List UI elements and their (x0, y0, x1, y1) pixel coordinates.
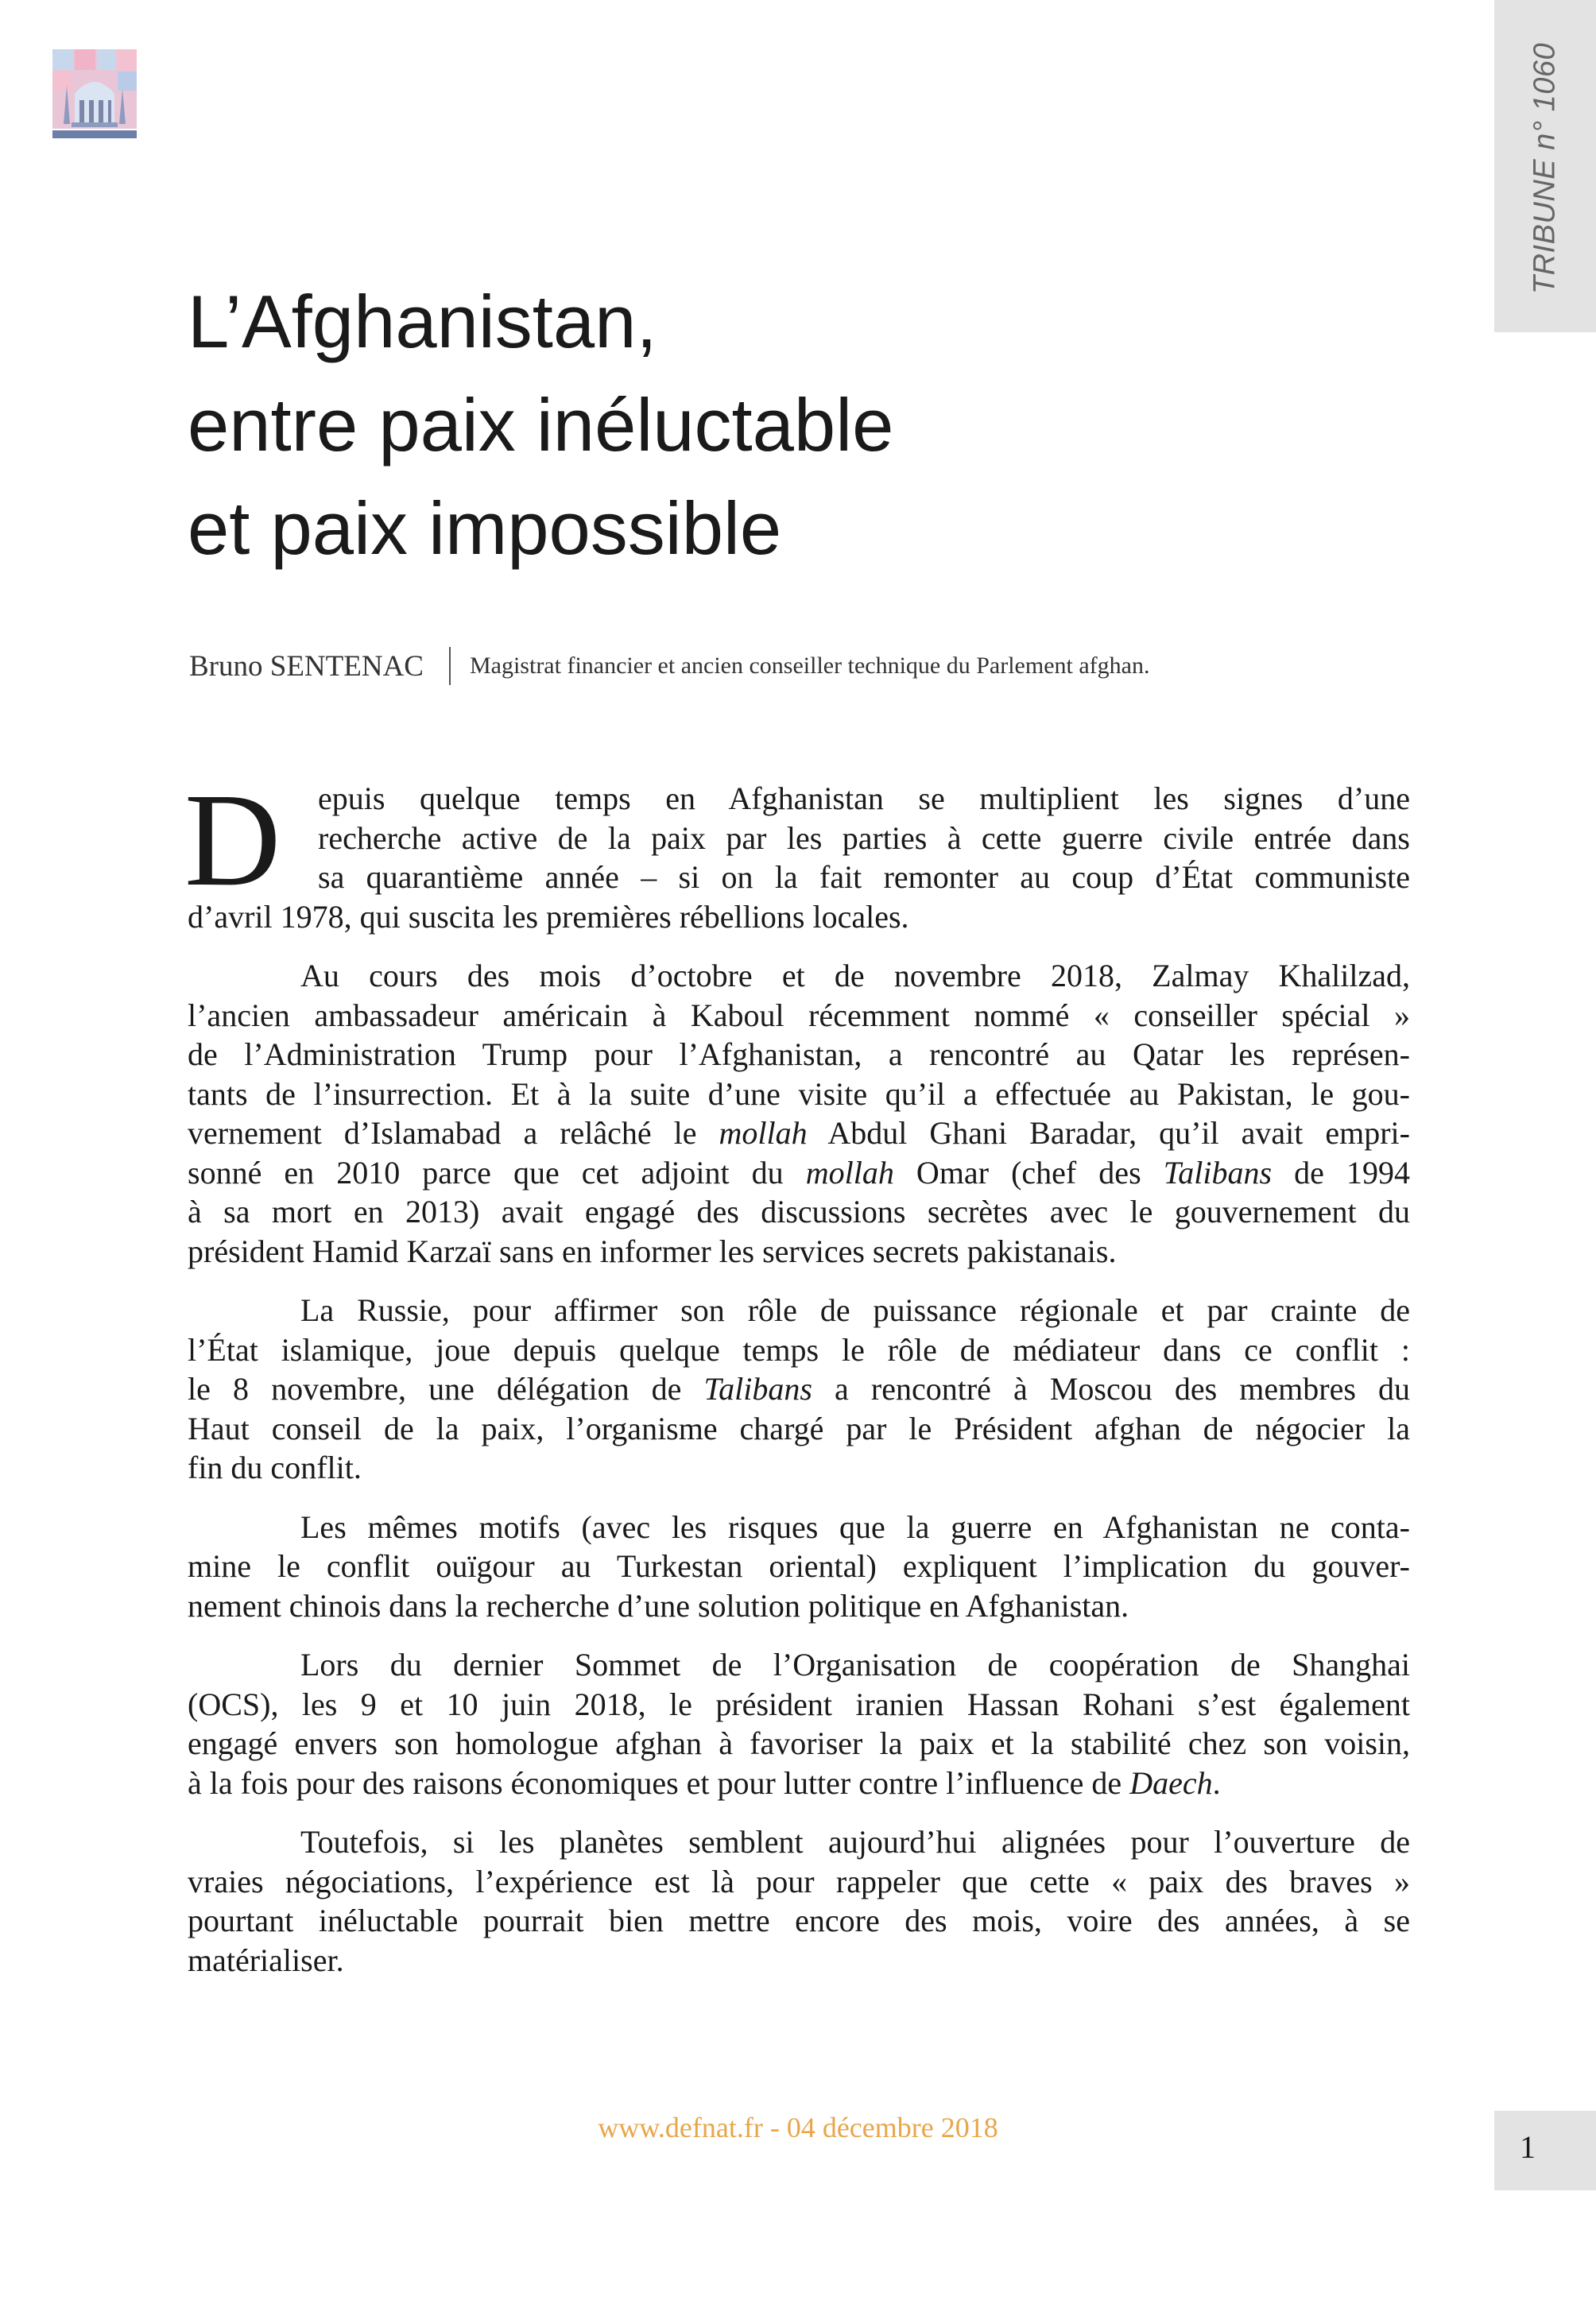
author-role: Magistrat financier et ancien conseiller technique du Parlement afghan. (469, 652, 1150, 679)
paragraph-line (188, 1113, 1410, 1153)
series-tab (1494, 0, 1596, 332)
paragraph-line: (OCS), les 9 et 10 juin 2018, le président iranien Hassan Rohani s’est également (188, 1686, 1410, 1722)
paragraph-line (188, 1153, 1410, 1193)
paragraph-line: à sa mort en 2013) avait engagé des discussions secrètes avec le gouvernement du (188, 1194, 1410, 1229)
paragraph-1 (184, 766, 1410, 936)
author-last-name: SENTENAC (269, 649, 424, 683)
paragraph-line: fin du conflit. (188, 1450, 362, 1485)
paragraph-line: Au cours des mois d’octobre et de novembre 2018, Zalmay Khalilzad, (300, 958, 1410, 993)
paragraph-line: président Hamid Karzaï sans en informer les services secrets pakistanais. (188, 1233, 1117, 1269)
line-segment: sonné en 2010 parce que cet adjoint du (188, 1154, 806, 1191)
paragraph-line: nement chinois dans la recherche d’une solution politique en Afghanistan. (188, 1587, 1129, 1624)
title-line: L’Afghanistan, (188, 280, 657, 363)
line-segment: Abdul Ghani Baradar, qu’il avait empri- (807, 1115, 1410, 1151)
title-line: et paix impossible (188, 486, 782, 570)
paragraph-line: Haut conseil de la paix, l’organisme chargé par le Président afghan de négocier la (188, 1410, 1410, 1446)
author-block (189, 642, 1149, 690)
line-segment-italic: Talibans (703, 1371, 812, 1407)
author-separator (449, 647, 451, 685)
line-segment: a rencontré à Moscou des membres du (812, 1371, 1410, 1407)
line-segment: vernement d’Islamabad a relâché le (188, 1115, 719, 1151)
line-segment-italic: mollah (805, 1154, 894, 1191)
line-segment: de 1994 (1272, 1154, 1410, 1191)
line-segment: . (1212, 1764, 1221, 1801)
line-segment-italic: mollah (719, 1115, 808, 1151)
article-body (184, 766, 1410, 2000)
paragraph-line: Toutefois, si les planètes semblent aujourd’hui alignées pour l’ouverture de (300, 1824, 1410, 1860)
drop-cap: D (184, 766, 281, 914)
paragraph-line: sa quarantième année – si on la fait remonter au coup d’État communiste (318, 859, 1410, 895)
line-segment: Omar (chef des (893, 1154, 1164, 1191)
paragraph-line: matérialiser. (188, 1942, 344, 1978)
paragraph-line: engagé envers son homologue afghan à favoriser la paix et la stabilité chez son voisin, (188, 1725, 1410, 1761)
paragraph-line: La Russie, pour affirmer son rôle de puissance régionale et par crainte de (300, 1292, 1410, 1328)
revue-logo-icon (48, 46, 141, 141)
paragraph-line: l’État islamique, joue depuis quelque temps le rôle de médiateur dans ce conflit : (188, 1331, 1410, 1368)
author-name (189, 649, 424, 683)
paragraph-line: pourtant inéluctable pourrait bien mettre encore des mois, voire des années, à se (188, 1903, 1410, 1938)
paragraph-5 (188, 1645, 1410, 1802)
page-number-tab (1494, 2111, 1596, 2190)
paragraph-2 (188, 956, 1410, 1271)
paragraph-3 (188, 1291, 1410, 1488)
line-segment: le 8 novembre, une délégation de (188, 1371, 704, 1407)
author-first-name: Bruno (189, 649, 263, 683)
title-line: entre paix inéluctable (188, 383, 894, 467)
line-segment-italic: Daech (1129, 1764, 1213, 1801)
paragraph-line: l’ancien ambassadeur américain à Kaboul récemment nommé « conseiller spécial » (188, 997, 1410, 1033)
paragraph-6 (188, 1822, 1410, 1980)
paragraph-line: Les mêmes motifs (avec les risques que la guerre en Afghanistan ne conta- (300, 1508, 1410, 1545)
paragraph-line: tants de l’insurrection. Et à la suite d’une visite qu’il a effectuée au Pakistan, le gou- (188, 1075, 1410, 1112)
paragraph-4 (188, 1508, 1410, 1626)
paragraph-line: d’avril 1978, qui suscita les premières rébellions locales. (188, 898, 909, 935)
paragraph-line: vraies négociations, l’expérience est là pour rappeler que cette « paix des braves » (188, 1863, 1410, 1899)
paragraph-line: mine le conflit ouïgour au Turkestan oriental) expliquent l’implication du gouver- (188, 1548, 1410, 1584)
paragraph-line: recherche active de la paix par les parties à cette guerre civile entrée dans (318, 819, 1410, 856)
line-segment: à la fois pour des raisons économiques et pour lutter contre l’influence de (188, 1764, 1130, 1801)
paragraph-line: Lors du dernier Sommet de l’Organisation de coopération de Shanghai (300, 1647, 1410, 1682)
series-label: TRIBUNE n° 1060 (1528, 42, 1562, 295)
page-number: 1 (1520, 2129, 1536, 2165)
line-segment-italic: Talibans (1163, 1154, 1273, 1191)
paragraph-line (188, 1764, 1410, 1803)
article-title (188, 270, 1380, 580)
footer-link[interactable]: www.defnat.fr - 04 décembre 2018 (598, 2112, 998, 2143)
paragraph-line (188, 1369, 1410, 1409)
paragraph-line: de l’Administration Trump pour l’Afghanistan, a rencontré au Qatar les représen- (188, 1036, 1410, 1072)
paragraph-line: epuis quelque temps en Afghanistan se multiplient les signes d’une (318, 780, 1410, 816)
